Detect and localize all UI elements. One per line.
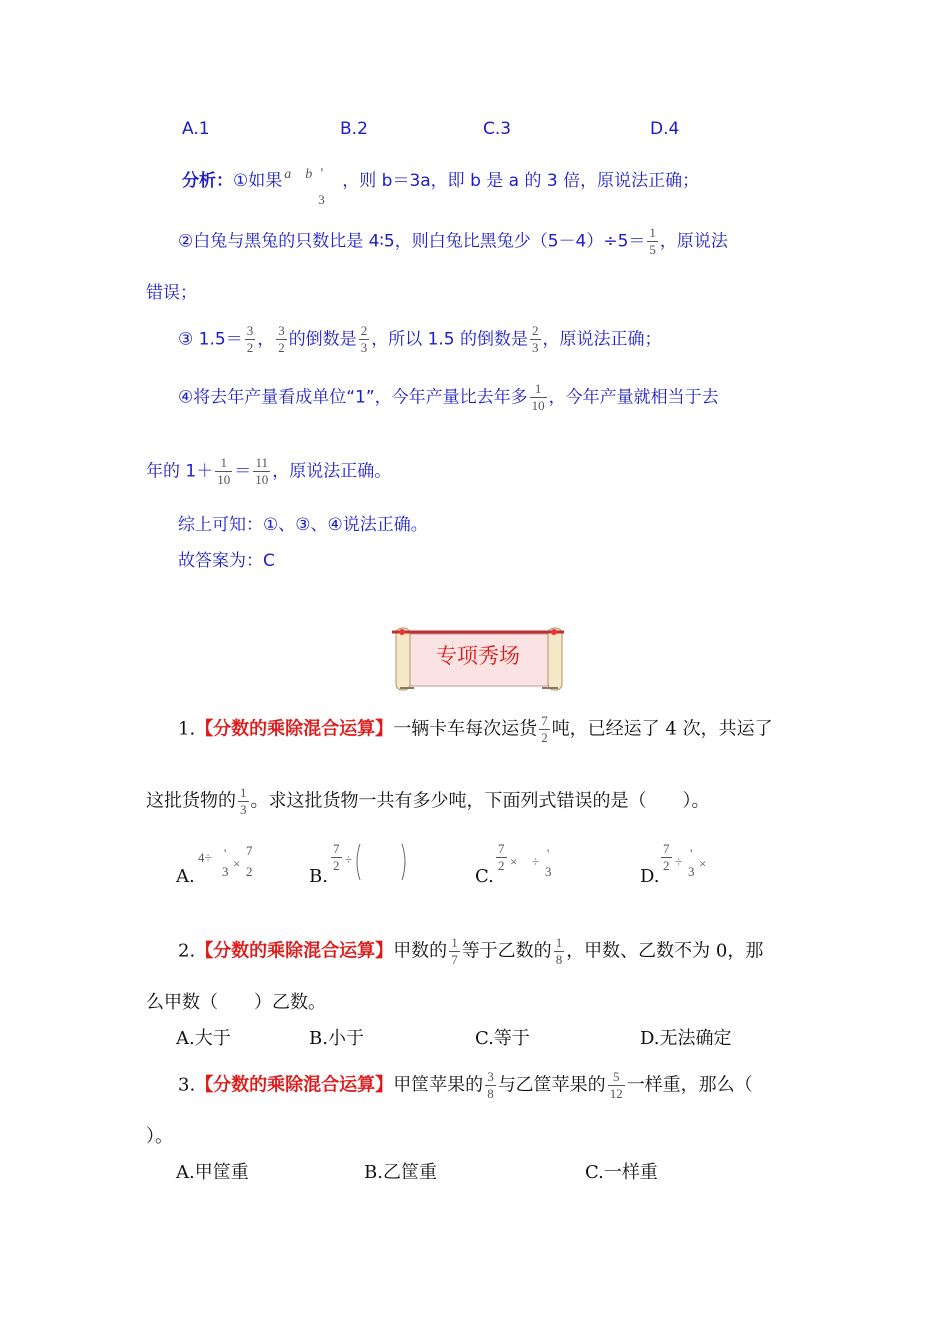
fraction: $\frac{3}{8}$ bbox=[487, 1069, 494, 1101]
question-text: 一样重，那么（ bbox=[626, 1074, 753, 1096]
analysis-text: 的倒数是 bbox=[288, 329, 357, 350]
analysis-label: 分析： bbox=[182, 171, 233, 191]
q1-option-d-den2: 3 bbox=[688, 864, 695, 879]
q3-option-b: B.乙筐重 bbox=[364, 1162, 437, 1183]
q1-option-d-tick: ' bbox=[690, 846, 693, 861]
fraction: $\frac{7}{2}$ bbox=[541, 713, 548, 745]
q1-option-a-times: × bbox=[233, 856, 241, 871]
question-2-line-1 bbox=[178, 936, 763, 967]
q1-option-b-op: ÷ bbox=[345, 852, 353, 867]
q1-option-c-den2: 3 bbox=[545, 864, 552, 879]
question-3-line-1 bbox=[178, 1070, 753, 1101]
option-a: A.1 bbox=[182, 119, 210, 139]
analysis-text: ， bbox=[257, 329, 275, 350]
q1-option-c-op1: × bbox=[510, 854, 518, 869]
fraction-den: 3 bbox=[318, 192, 325, 207]
question-number: 3. bbox=[178, 1074, 196, 1096]
q1-option-d-label: D. bbox=[640, 866, 660, 887]
fraction-tick: ' bbox=[320, 166, 324, 180]
q1-option-c-tick: ' bbox=[547, 846, 550, 861]
question-number: 2. bbox=[178, 940, 196, 962]
fraction: $\frac{1}{10}$ bbox=[217, 455, 231, 487]
option-c: C.3 bbox=[483, 119, 512, 139]
question-text: 这批货物的 bbox=[146, 790, 236, 812]
question-3-line-2: ）。 bbox=[146, 1126, 173, 1147]
q3-option-a: A.甲筐重 bbox=[176, 1162, 249, 1183]
question-text: 与乙筐苹果的 bbox=[497, 1074, 606, 1096]
q2-option-d: D.无法确定 bbox=[640, 1028, 732, 1049]
q2-option-b: B.小于 bbox=[309, 1028, 364, 1049]
fraction: $\frac{1}{3}$ bbox=[240, 785, 247, 817]
question-text: 等于乙数的 bbox=[461, 940, 552, 962]
analysis-text: ，今年产量就相当于去 bbox=[548, 387, 719, 408]
analysis-line-4 bbox=[178, 324, 662, 355]
q1-option-c-label: C. bbox=[475, 866, 494, 887]
fraction: $\frac{3}{2}$ bbox=[278, 323, 285, 355]
question-text: 吨，已经运了 4 次，共运了 bbox=[551, 718, 773, 740]
q1-option-a-tick: ' bbox=[224, 846, 227, 861]
analysis-summary: 综上可知：①、③、④说法正确。 bbox=[178, 515, 428, 535]
section-banner bbox=[392, 624, 564, 694]
fraction: $\frac{11}{10}$ bbox=[255, 455, 269, 487]
q1-option-d-frac: $\frac{7}{2}$ bbox=[663, 841, 670, 873]
option-d: D.4 bbox=[650, 119, 680, 139]
q1-option-a-den2: 2 bbox=[246, 864, 253, 879]
analysis-line-2 bbox=[178, 226, 728, 257]
analysis-text: ②白兔与黑兔的只数比是 4∶5，则白兔比黑兔少（5－4）÷5＝ bbox=[178, 231, 646, 252]
fraction: $\frac{1}{7}$ bbox=[451, 935, 458, 967]
q1-option-b-frac: $\frac{7}{2}$ bbox=[333, 841, 340, 873]
fraction: $\frac{2}{3}$ bbox=[360, 323, 368, 355]
question-text: 。求这批货物一共有多少吨，下面列式错误的是（ ）。 bbox=[250, 790, 710, 812]
question-tag: 【分数的乘除混合运算】 bbox=[195, 1074, 394, 1096]
analysis-text: ①如果 bbox=[233, 171, 283, 191]
question-text: 一辆卡车每次运货 bbox=[393, 718, 538, 740]
q2-option-a: A.大于 bbox=[176, 1028, 231, 1049]
analysis-answer: 故答案为：C bbox=[178, 551, 275, 571]
fraction: $\frac{1}{5}$ bbox=[649, 225, 656, 257]
var-b: b bbox=[305, 167, 313, 182]
q1-option-c-frac: $\frac{7}{2}$ bbox=[498, 841, 505, 873]
analysis-text: ，所以 1.5 的倒数是 bbox=[371, 329, 529, 350]
q1-option-d-op1: ÷ bbox=[675, 854, 683, 869]
analysis-text: ，则 b＝3a，即 b 是 a 的 3 倍，原说法正确； bbox=[342, 171, 700, 191]
question-text: ，甲数、乙数不为 0，那 bbox=[566, 940, 764, 962]
q1-option-a-num2: 7 bbox=[246, 843, 253, 858]
analysis-text: ④将去年产量看成单位“1”，今年产量比去年多 bbox=[178, 387, 528, 408]
analysis-text: ③ 1.5＝ bbox=[178, 329, 243, 350]
question-tag: 【分数的乘除混合运算】 bbox=[195, 940, 394, 962]
analysis-text: ，原说法正确； bbox=[542, 329, 662, 350]
option-b: B.2 bbox=[340, 119, 368, 139]
fraction: $\frac{3}{2}$ bbox=[246, 323, 254, 355]
q2-option-c: C.等于 bbox=[475, 1028, 530, 1049]
q3-option-c: C.一样重 bbox=[585, 1162, 658, 1183]
q1-option-d-op2: × bbox=[699, 856, 707, 871]
question-tag: 【分数的乘除混合运算】 bbox=[195, 718, 394, 740]
analysis-text: ，原说法 bbox=[659, 231, 728, 252]
analysis-line-6 bbox=[146, 456, 391, 487]
question-number: 1. bbox=[178, 718, 196, 740]
fraction: $\frac{1}{10}$ bbox=[531, 381, 545, 413]
q1-option-b-paren bbox=[354, 842, 410, 882]
q1-option-a-den: 3 bbox=[222, 864, 229, 879]
q1-option-c-op2: ÷ bbox=[532, 854, 540, 869]
fraction: $\frac{2}{3}$ bbox=[532, 323, 539, 355]
analysis-line-5 bbox=[178, 382, 719, 413]
banner-title: 专项秀场 bbox=[436, 644, 520, 668]
analysis-text: ，原说法正确。 bbox=[272, 461, 392, 482]
q1-option-b-label: B. bbox=[309, 866, 328, 887]
question-2-line-2: 么甲数（ ）乙数。 bbox=[146, 992, 326, 1013]
analysis-line-1 bbox=[182, 166, 700, 207]
q1-option-a-label: A. bbox=[176, 866, 195, 887]
fraction: $\frac{5}{12}$ bbox=[609, 1069, 623, 1101]
question-text: 甲筐苹果的 bbox=[393, 1074, 484, 1096]
analysis-text: 年的 1＋ bbox=[146, 461, 214, 482]
question-1-line-1 bbox=[178, 714, 773, 745]
analysis-text: ＝ bbox=[234, 461, 252, 482]
question-text: 甲数的 bbox=[393, 940, 448, 962]
var-a: a bbox=[284, 167, 292, 182]
q1-option-a-expr: 4÷ bbox=[198, 850, 212, 865]
question-1-line-2 bbox=[146, 786, 710, 817]
analysis-line-3: 错误； bbox=[146, 283, 197, 303]
fraction: $\frac{1}{8}$ bbox=[555, 935, 563, 967]
